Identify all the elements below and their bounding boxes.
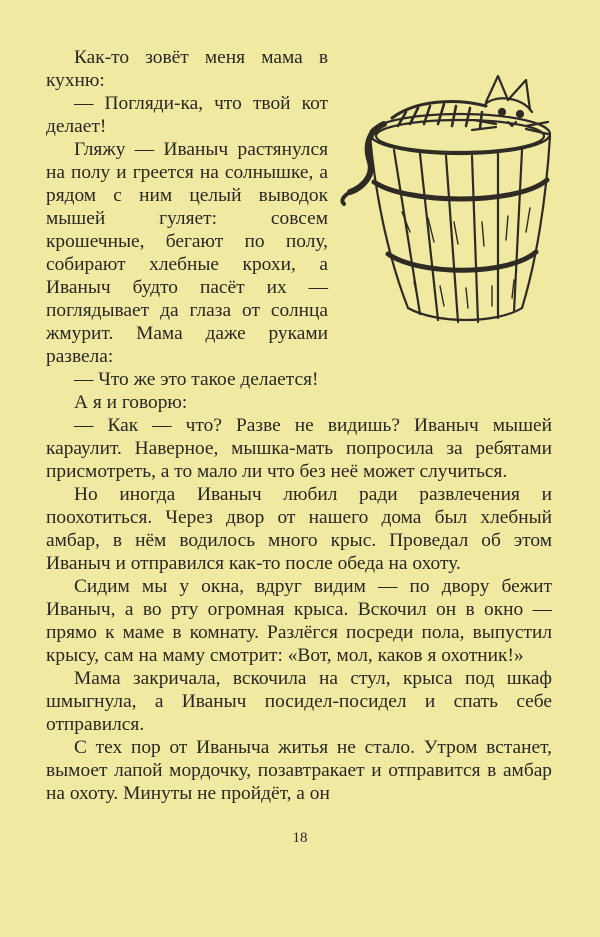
paragraph: С тех пор от Иваныча житья не стало. Утром встанет, вымоет лапой мордочку, позавтракает и отправится в амбар на охоту. Минуты не пройдёт, а он — [46, 737, 552, 804]
paragraph: — Что же это такое делается! — [74, 369, 319, 390]
paragraph: — Как — что? Разве не видишь? Иваныч мышей караулит. Наверное, мышка-мать попросила за ребятами присмотреть, а то мало ли что без неё может случиться. — [46, 415, 552, 482]
page-text — [46, 46, 552, 805]
page-number: 18 — [292, 830, 308, 846]
cat-in-bucket-illustration — [336, 72, 562, 324]
paragraph: А я и говорю: — [74, 392, 188, 413]
paragraph: Сидим мы у окна, вдруг видим — по двору бежит Иваныч, а во рту огромная крыса. Вскочил он в окно — прямо к маме в комнату. Разлёгся посреди пола, выпустил крысу, сам на маму смотрит: «Вот, мол, каков я охотник!» — [46, 576, 552, 666]
paragraph: — Погляди-ка, что твой кот делает! — [46, 93, 328, 137]
paragraph: Но иногда Иваныч любил ради развлечения и поохотиться. Через двор от нашего дома был хлебный амбар, в нём водилось много крыс. Проведал об этом Иваныч и отправился как-то после обеда на охоту. — [46, 484, 552, 574]
paragraph: Мама закричала, вскочила на стул, крыса под шкаф шмыгнула, а Иваныч посидел-посидел и спать себе отправился. — [46, 668, 552, 735]
paragraph: Гляжу — Иваныч растянулся на полу и греется на солнышке, а рядом с ним целый выводок мышей гуляет: совсем крошечные, бегают по полу, собирают хлебные крохи, а Иваныч будто пасёт их — поглядывает да глаза от солнца жмурит. Мама даже руками развела: — [46, 139, 328, 367]
paragraph: Как-то зовёт меня мама в кухню: — [46, 47, 328, 91]
